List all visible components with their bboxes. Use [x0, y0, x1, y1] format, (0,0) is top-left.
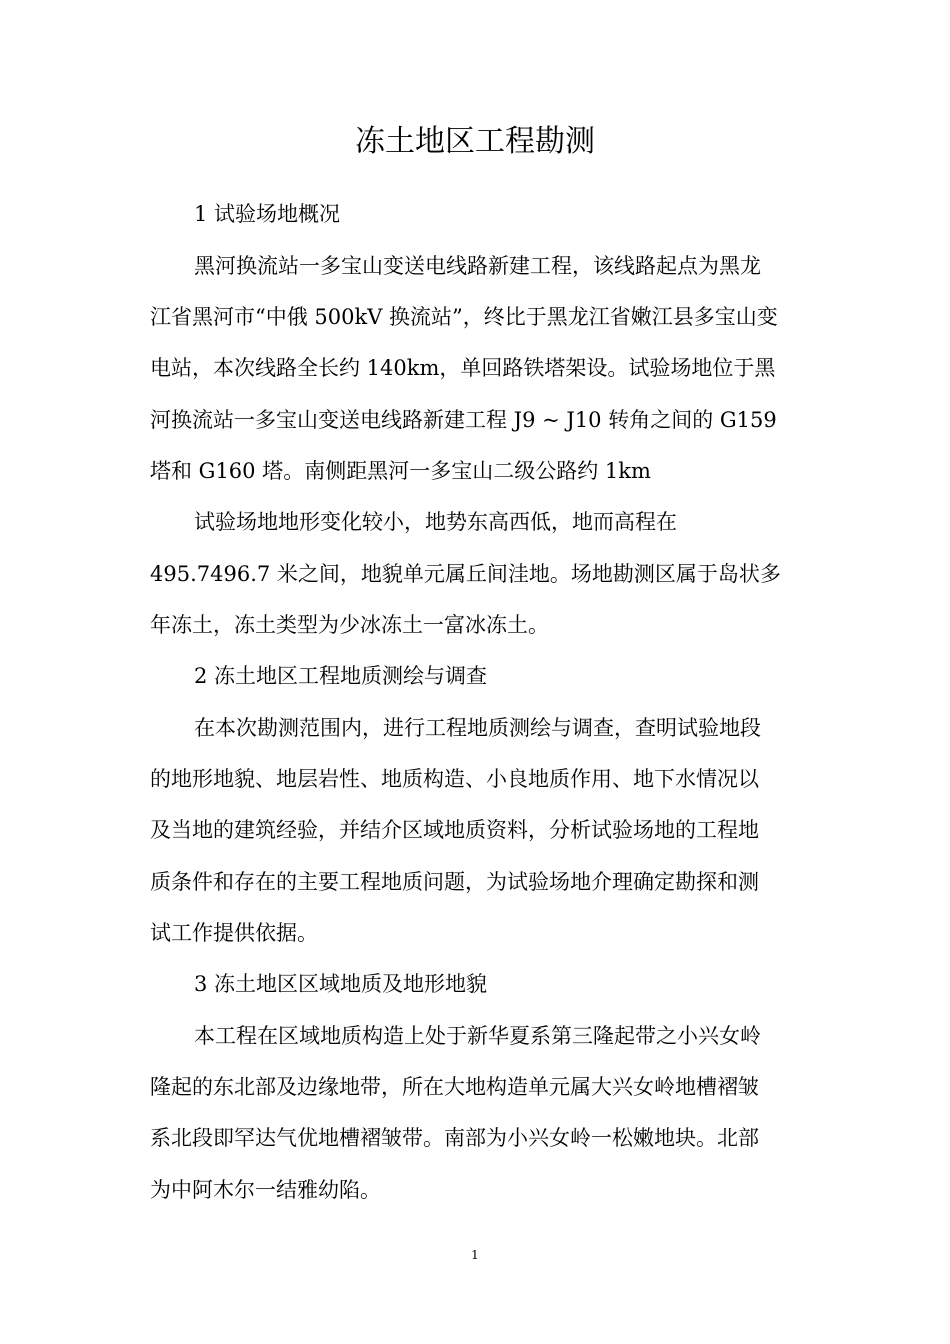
paragraph-line: 电站，本次线路全长约 140km，单回路铁塔架设。试验场地位于黑 [150, 356, 776, 380]
paragraph-line: 的地形地貌、地层岩性、地质构造、小良地质作用、地下水情况以 [150, 767, 759, 791]
paragraph-line: 年冻土，冻土类型为少冰冻土一富冰冻土。 [150, 613, 549, 637]
paragraph-line: 495.7496.7 米之间，地貌单元属丘间洼地。场地勘测区属于岛状多 [150, 562, 781, 586]
document-title: 冻土地区工程勘测 [355, 124, 595, 159]
paragraph-line: 江省黑河市“中俄 500kV 换流站”，终比于黑龙江省嫩江县多宝山变 [150, 305, 778, 329]
paragraph-line: 为中阿木尔一结雅幼陷。 [150, 1178, 381, 1202]
section-heading-1: 1 试验场地概况 [194, 202, 341, 226]
page-number: 1 [471, 1248, 479, 1262]
paragraph-line: 塔和 G160 塔。南侧距黑河一多宝山二级公路约 1km [150, 459, 651, 483]
paragraph-line: 及当地的建筑经验，并结介区域地质资料，分析试验场地的工程地 [150, 818, 759, 842]
paragraph-line: 试验场地地形变化较小，地势东高西低，地而高程在 [194, 510, 677, 534]
paragraph-line: 隆起的东北部及边缘地带，所在大地构造单元属大兴女岭地槽褶皱 [150, 1075, 759, 1099]
paragraph-line: 河换流站一多宝山变送电线路新建工程 J9 ~ J10 转角之间的 G159 [150, 408, 777, 432]
paragraph-line: 试工作提供依据。 [150, 921, 318, 945]
paragraph-line: 质条件和存在的主要工程地质问题，为试验场地介理确定勘探和测 [150, 870, 759, 894]
section-heading-2: 2 冻土地区工程地质测绘与调查 [194, 664, 488, 688]
paragraph-line: 系北段即罕达气优地槽褶皱带。南部为小兴女岭一松嫩地块。北部 [150, 1126, 759, 1150]
paragraph-line: 本工程在区域地质构造上处于新华夏系第三隆起带之小兴女岭 [194, 1024, 761, 1048]
section-heading-3: 3 冻土地区区域地质及地形地貌 [194, 972, 488, 996]
paragraph-line: 在本次勘测范围内，进行工程地质测绘与调查，查明试验地段 [194, 716, 761, 740]
paragraph-line: 黑河换流站一多宝山变送电线路新建工程，该线路起点为黑龙 [194, 254, 761, 278]
